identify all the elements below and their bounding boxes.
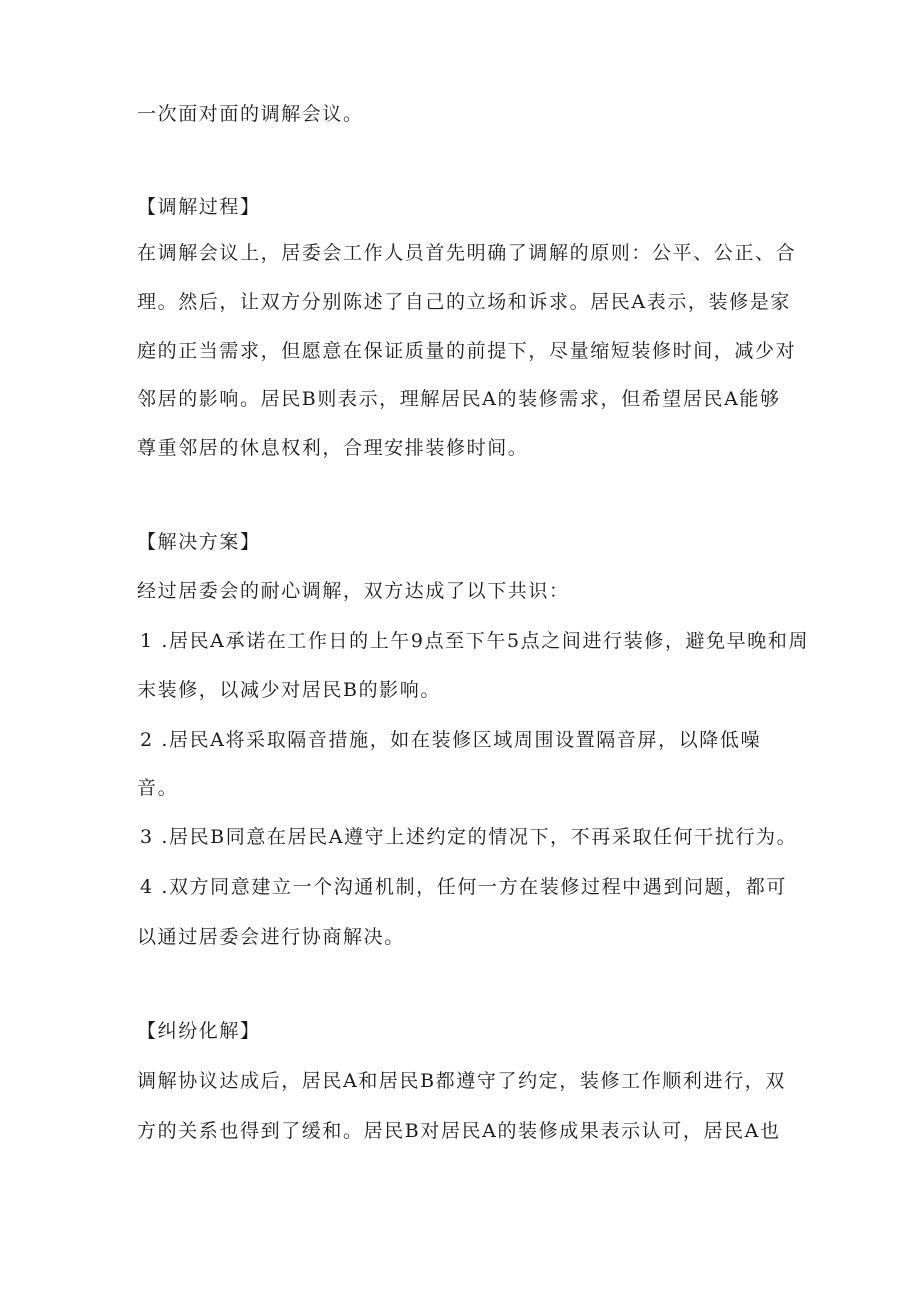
paragraph-line: 方的关系也得到了缓和。居民B对居民A的装修成果表示认可，居民A也 xyxy=(137,1120,781,1142)
opening-line: 一次面对面的调解会议。 xyxy=(137,103,364,125)
section-heading-solution: 【解决方案】 xyxy=(137,531,261,553)
paragraph-line: 理。然后，让双方分别陈述了自己的立场和诉求。居民A表示，装修是家 xyxy=(137,291,791,313)
list-item-3: 3 .居民B同意在居民A遵守上述约定的情况下，不再采取任何干扰行为。 xyxy=(140,826,798,848)
paragraph-line: 经过居委会的耐心调解，双方达成了以下共识： xyxy=(137,580,570,602)
paragraph-line: 调解协议达成后，居民A和居民B都遵守了约定，装修工作顺利进行，双 xyxy=(137,1070,786,1092)
section-heading-mediation-process: 【调解过程】 xyxy=(137,196,261,218)
paragraph-line: 邻居的影响。居民B则表示，理解居民A的装修需求，但希望居民A能够 xyxy=(137,388,781,410)
list-item-1: 1 .居民A承诺在工作日的上午9点至下午5点之间进行装修，避免早晚和周 xyxy=(140,630,810,652)
paragraph-line: 尊重邻居的休息权利，合理安排装修时间。 xyxy=(137,437,529,459)
list-item-1-continuation: 末装修，以减少对居民B的影响。 xyxy=(137,679,441,701)
list-item-4: 4 .双方同意建立一个沟通机制，任何一方在装修过程中遇到问题，都可 xyxy=(140,876,787,898)
list-item-2-continuation: 音。 xyxy=(137,777,179,799)
paragraph-line: 庭的正当需求，但愿意在保证质量的前提下，尽量缩短装修时间，减少对 xyxy=(137,340,797,362)
section-heading-dispute-resolution: 【纠纷化解】 xyxy=(137,1020,261,1042)
list-item-2: 2 .居民A将采取隔音措施，如在装修区域周围设置隔音屏，以降低噪 xyxy=(140,729,762,751)
paragraph-line: 在调解会议上，居委会工作人员首先明确了调解的原则：公平、公正、合 xyxy=(137,242,797,264)
list-item-4-continuation: 以通过居委会进行协商解决。 xyxy=(137,926,405,948)
